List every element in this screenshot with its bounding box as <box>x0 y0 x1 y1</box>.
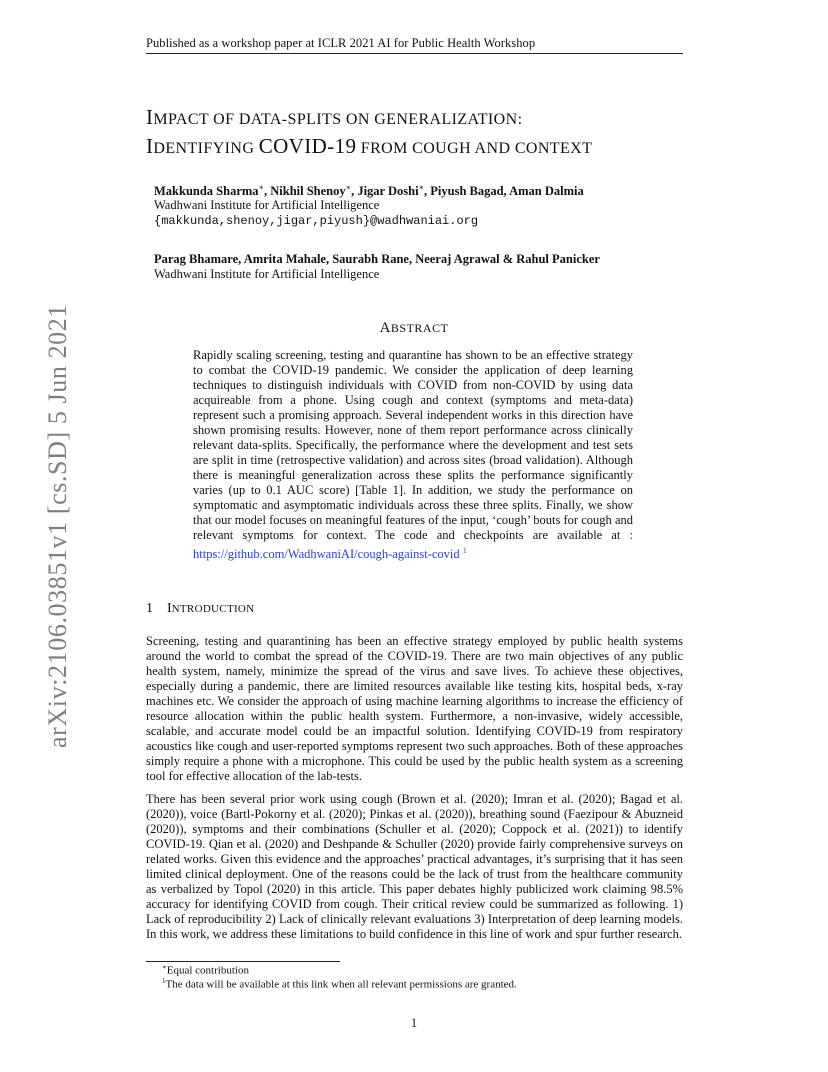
footnote-rule <box>146 961 340 962</box>
author-list-2: Parag Bhamare, Amrita Mahale, Saurabh Rane, Neeraj Agrawal & Rahul Panicker <box>154 252 600 266</box>
paper-title-line-2: IDENTIFYING COVID-19 FROM COUGH AND CONTEXT <box>146 134 593 158</box>
abstract-heading: ABSTRACT <box>379 320 449 336</box>
author-emails[interactable]: {makkunda,shenoy,jigar,piyush}@wadhwaniai.org <box>154 214 479 228</box>
intro-paragraph-2: There has been several prior work using cough (Brown et al. (2020); Imran et al. (2020); Bagad et al. (2020)), voice (Bartl-Pokorny et al. (2020); Pinkas et al. (2020)), breathing sound (Faezipour & Abuzneid (2020)), symptoms and their combinations (Schuller et al. (2020); Coppock et al. (2021)) to identify COVID-19. Qian et al. (2020) and Deshpande & Schuller (2020) provide fairly comprehensive surveys on related works. Given this evidence and the approaches’ practical advantages, it’s surprising that it has seen limited clinical deployment. One of the reasons could be the lack of trust from the healthcare community as verbalized by Topol (2020) in this article. This paper debates highly publicized work claiming 98.5% accuracy for identifying COVID from cough. Their critical review could be summarized as following. 1) Lack of reproducibility 2) Lack of clinically relevant evaluations 3) Interpretation of deep learning models. In this work, we address these limitations to build confidence in this line of work and spur further research. <box>146 792 683 941</box>
affiliation-2: Wadhwani Institute for Artificial Intelligence <box>154 267 380 281</box>
footnote-equal-contribution: ∗Equal contribution <box>162 963 249 977</box>
page-number: 1 <box>410 1016 418 1030</box>
abstract-text: Rapidly scaling screening, testing and quarantine has shown to be an effective strategy to combat the COVID-19 pandemic. We consider the application of deep learning techniques to distinguish individuals with COVID from non-COVID by using data acquireable from a phone. Using cough and context (symptoms and meta-data) represent such a promising approach. Several independent works in this direction have shown promising results. However, none of them report performance across clinically relevant data-splits. Specifically, the performance where the development and test sets are split in time (retrospective validation) and across sites (broad validation). Although there is meaningful generalization across these splits the performance significantly varies (up to 0.1 AUC score) [Table 1]. In addition, we study the performance on symptomatic and asymptomatic individuals across these three splits. Finally, we show that our model focuses on meaningful features of the input, ‘cough’ bouts for cough and relevant symptoms for context. The code and checkpoints are available at : <box>193 348 633 542</box>
paper-title-line-1: IMPACT OF DATA-SPLITS ON GENERALIZATION: <box>146 105 523 129</box>
section-heading-introduction: 1 INTRODUCTION <box>146 601 255 616</box>
code-link[interactable]: https://github.com/WadhwaniAI/cough-against-covid <box>193 547 460 562</box>
running-header: Published as a workshop paper at ICLR 2021 AI for Public Health Workshop <box>146 36 536 50</box>
footnote-ref-1[interactable]: 1 <box>462 546 467 555</box>
header-rule <box>146 53 683 54</box>
intro-paragraph-1: Screening, testing and quarantining has been an effective strategy employed by public health systems around the world to combat the spread of the COVID-19. There are two main objectives of any public health system, namely, minimize the spread of the virus and save lives. To achieve these objectives, especially during a pandemic, there are limited resources available like testing kits, hospital beds, x-ray machines etc. We consider the approach of using machine learning algorithms to increase the efficiency of resource allocation within the public health system. Furthermore, a non-invasive, widely accessible, scalable, and accurate model could be an impactful solution. Identifying COVID-19 from respiratory acoustics like cough and user-reported symptoms represent two such approaches. Both of these approaches simply require a phone with a microphone. This could be used by the public health system as a screening tool for effective allocation of the lab-tests. <box>146 634 683 783</box>
abstract-body <box>193 348 633 562</box>
arxiv-id: arXiv:2106.03851v1 [cs.SD] 5 Jun 2021 <box>43 304 72 748</box>
affiliation-1: Wadhwani Institute for Artificial Intelligence <box>154 198 380 212</box>
author-list-1: Makkunda Sharma∗, Nikhil Shenoy∗, Jigar Doshi∗, Piyush Bagad, Aman Dalmia <box>154 183 584 199</box>
footnote-data-availability: $^1$The data will be available at this link when all relevant permissions are granted. <box>162 977 517 991</box>
